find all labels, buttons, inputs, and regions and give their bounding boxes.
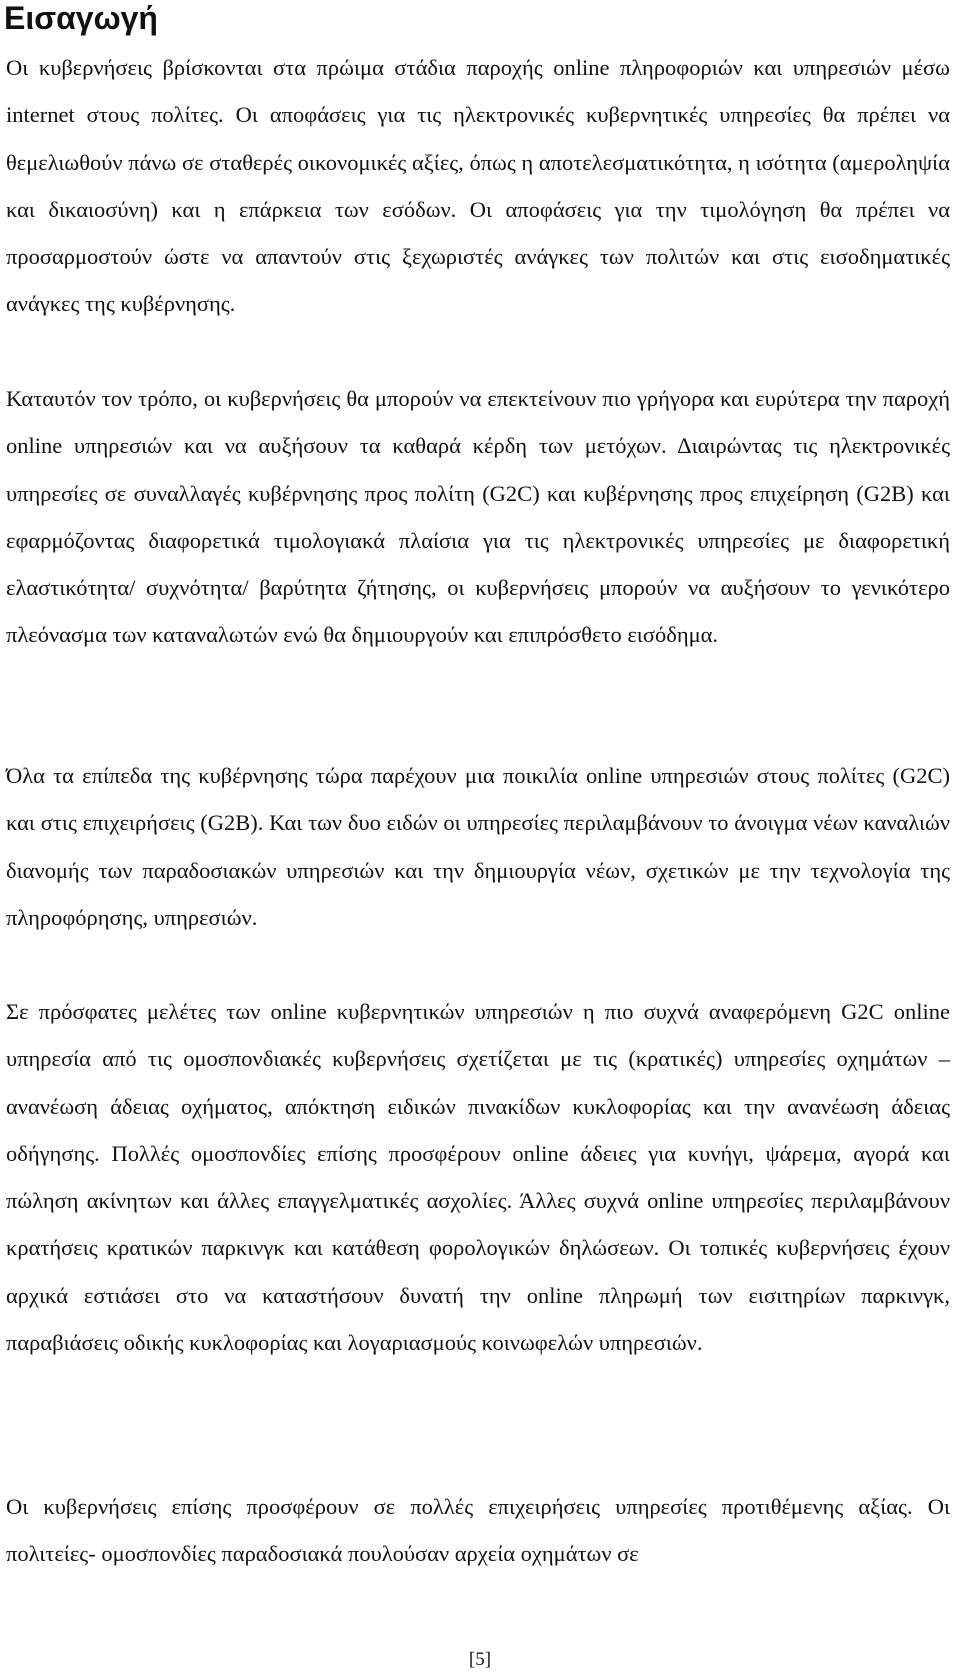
paragraph-5: Οι κυβερνήσεις επίσης προσφέρουν σε πολλές επιχειρήσεις υπηρεσίες προτιθέμενης αξίας. Οι πολιτείες- ομοσπονδίες παραδοσιακά πουλούσαν αρχεία οχημάτων σε bbox=[6, 1494, 950, 1567]
paragraph-1: Οι κυβερνήσεις βρίσκονται στα πρώιμα στάδια παροχής online πληροφοριών και υπηρεσιών μέσω internet στους πολίτες. Οι αποφάσεις για τις ηλεκτρονικές κυβερνητικές υπηρεσίες θα πρέπει να θεμελιωθούν πάνω σε σταθερές οικονομικές αξίες, όπως η αποτελεσματικότητα, η ισότητα (αμεροληψία και δικαιοσύνη) και η επάρκεια των εσόδων. Οι αποφάσεις για την τιμολόγηση θα πρέπει να προσαρμοστούν ώστε να απαντούν στις ξεχωριστές ανάγκες των πολιτών και στις εισοδηματικές ανάγκες της κυβέρνησης. bbox=[6, 55, 950, 317]
paragraph-3: Όλα τα επίπεδα της κυβέρνησης τώρα παρέχουν μια ποικιλία online υπηρεσιών στους πολίτες (G2C) και στις επιχειρήσεις (G2B). Και των δυο ειδών οι υπηρεσίες περιλαμβάνουν το άνοιγμα νέων καναλιών διανομής των παραδοσιακών υπηρεσιών και την δημιουργία νέων, σχετικών με την τεχνολογία της πληροφόρησης, υπηρεσιών. bbox=[6, 763, 950, 930]
paragraph-2: Καταυτόν τον τρόπο, οι κυβερνήσεις θα μπορούν να επεκτείνουν πιο γρήγορα και ευρύτερα την παροχή online υπηρεσιών και να αυξήσουν τα καθαρά κέρδη των μετόχων. Διαιρώντας τις ηλεκτρονικές υπηρεσίες σε συναλλαγές κυβέρνησης προς πολίτη (G2C) και κυβέρνησης προς επιχείρηση (G2B) και εφαρμόζοντας διαφορετικά τιμολογιακά πλαίσια για τις ηλεκτρονικές υπηρεσίες με διαφορετική ελαστικότητα/ συχνότητα/ βαρύτητα ζήτησης, οι κυβερνήσεις μπορούν να αυξήσουν το γενικότερο πλεόνασμα των καταναλωτών ενώ θα δημιουργούν και επιπρόσθετο εισόδημα. bbox=[6, 386, 950, 648]
page-number: [5] bbox=[468, 1649, 492, 1670]
paragraph-4: Σε πρόσφατες μελέτες των online κυβερνητικών υπηρεσιών η πιο συχνά αναφερόμενη G2C online υπηρεσία από τις ομοσπονδιακές κυβερνήσεις σχετίζεται με τις (κρατικές) υπηρεσίες οχημάτων – ανανέωση άδειας οχήματος, απόκτηση ειδικών πινακίδων κυκλοφορίας και την ανανέωση άδειας οδήγησης. Πολλές ομοσπονδίες επίσης προσφέρουν online άδειες για κυνήγι, ψάρεμα, αγορά και πώληση ακίνητων και άλλες επαγγελματικές ασχολίες. Άλλες συχνά online υπηρεσίες περιλαμβάνουν κρατήσεις κρατικών παρκινγκ και κατάθεση φορολογικών δηλώσεων. Οι τοπικές κυβερνήσεις έχουν αρχικά εστιάσει στο να καταστήσουν δυνατή την online πληρωμή των εισιτηρίων παρκινγκ, παραβιάσεις οδικής κυκλοφορίας και λογαριασμούς κοινωφελών υπηρεσιών. bbox=[6, 999, 950, 1356]
section-heading: Εισαγωγή bbox=[4, 0, 158, 36]
